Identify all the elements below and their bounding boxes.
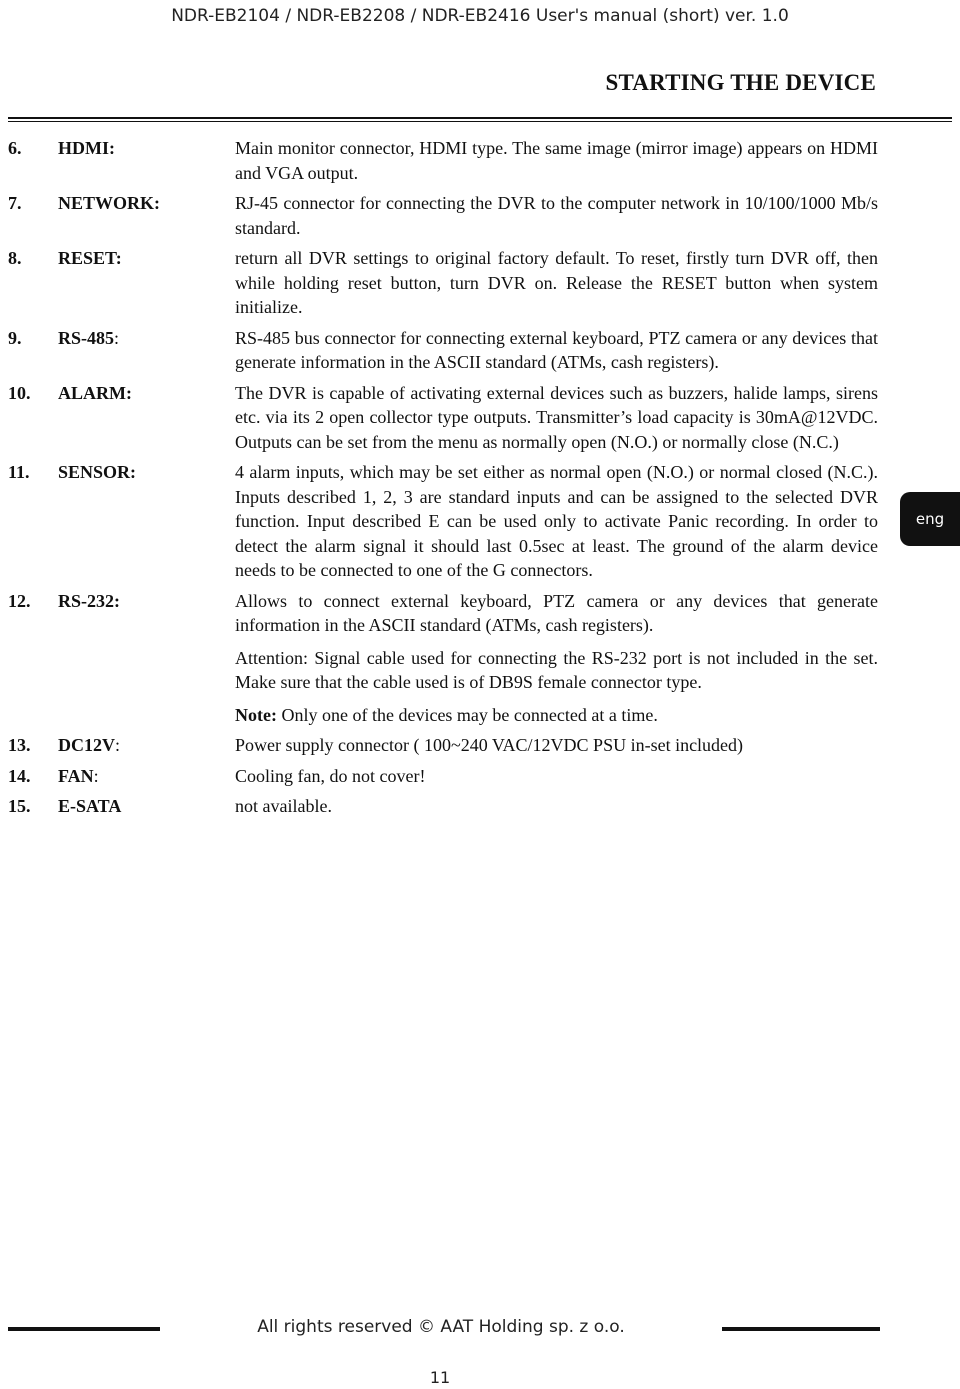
note-text: Only one of the devices may be connected at a time. bbox=[276, 704, 658, 725]
item-number: 11. bbox=[8, 462, 30, 482]
language-tab-label: eng bbox=[915, 510, 945, 528]
list-item bbox=[8, 381, 878, 455]
footer-bar-right bbox=[722, 1327, 880, 1331]
item-number: 10. bbox=[8, 382, 31, 403]
item-description: Main monitor connector, HDMI type. The same image (mirror image) appears on HDMI and VGA output. bbox=[235, 138, 878, 183]
header-divider bbox=[8, 117, 952, 122]
footer-copyright: All rights reserved © AAT Holding sp. z o.o. bbox=[257, 1317, 625, 1337]
language-tab bbox=[900, 492, 960, 546]
item-number: 6. bbox=[8, 138, 22, 158]
list-item bbox=[8, 794, 878, 819]
item-label: RS-232: bbox=[58, 590, 120, 611]
item-label: FAN: bbox=[58, 765, 99, 786]
item-label: RESET: bbox=[58, 248, 122, 268]
list-item bbox=[8, 246, 878, 320]
list-item bbox=[8, 733, 878, 758]
list-item bbox=[8, 326, 878, 375]
list-item bbox=[8, 136, 878, 185]
connector-list bbox=[8, 136, 878, 825]
item-number: 7. bbox=[8, 193, 22, 213]
list-item bbox=[8, 191, 878, 240]
item-number: 15. bbox=[8, 796, 31, 816]
list-item bbox=[8, 764, 878, 789]
item-number: 8. bbox=[8, 248, 22, 268]
item-description: RS-485 bus connector for connecting external keyboard, PTZ camera or any devices that generate information in the ASCII standard (ATMs, cash registers). bbox=[235, 327, 878, 372]
page-header: NDR-EB2104 / NDR-EB2208 / NDR-EB2416 User's manual (short) ver. 1.0 bbox=[171, 6, 789, 26]
section-title: STARTING THE DEVICE bbox=[605, 70, 876, 95]
note-paragraph bbox=[235, 703, 878, 728]
item-description: Cooling fan, do not cover! bbox=[235, 765, 426, 786]
item-label: RS-485: bbox=[58, 327, 120, 348]
item-description: Power supply connector ( 100~240 VAC/12VDC PSU in-set included) bbox=[235, 735, 744, 755]
list-item bbox=[8, 589, 878, 728]
item-description: The DVR is capable of activating external devices such as buzzers, halide lamps, sirens etc. via its 2 open collector type outputs. Transmitter’s load capacity is 30mA@12VDC. Outputs can be set from the menu as normally open (N.O.) or normally close (N.C.) bbox=[235, 382, 878, 452]
list-item bbox=[8, 460, 878, 583]
footer-bar-left bbox=[8, 1327, 160, 1331]
item-description: not available. bbox=[235, 796, 332, 816]
item-label: NETWORK: bbox=[58, 193, 161, 213]
item-label: DC12V: bbox=[58, 735, 121, 755]
item-number: 13. bbox=[8, 735, 31, 755]
item-label: ALARM: bbox=[58, 382, 132, 403]
item-description: RJ-45 connector for connecting the DVR to the computer network in 10/100/1000 Mb/s standard. bbox=[235, 193, 878, 238]
item-description: 4 alarm inputs, which may be set either as normal open (N.O.) or normal closed (N.C.). Inputs described 1, 2, 3 are standard inputs and can be assigned to the selected DVR function. Input described E can be used only to activate Panic recording. In order to detect the alarm signal it should last 0.5sec at least. The ground of the alarm device needs to be connected to one of the G connectors. bbox=[235, 462, 878, 580]
item-number: 9. bbox=[8, 327, 22, 348]
item-label: SENSOR: bbox=[58, 462, 137, 482]
item-label: HDMI: bbox=[58, 138, 115, 158]
item-number: 14. bbox=[8, 765, 31, 786]
note-label: Note: bbox=[235, 704, 277, 725]
item-description: Allows to connect external keyboard, PTZ camera or any devices that generate information in the ASCII standard (ATMs, cash registers). Attention: Signal cable used for connecting the RS-232 port is not included in the set. Make sure that the cable used is of DB9S female connector type. Note: Only one of the devices may be connected at a time. bbox=[235, 589, 878, 728]
item-description: return all DVR settings to original factory default. To reset, firstly turn DVR off, then while holding reset button, turn DVR on. Release the RESET button when system initialize. bbox=[235, 248, 878, 317]
page-number: 11 bbox=[429, 1368, 451, 1387]
item-label: E-SATA bbox=[58, 796, 122, 816]
item-number: 12. bbox=[8, 590, 31, 611]
